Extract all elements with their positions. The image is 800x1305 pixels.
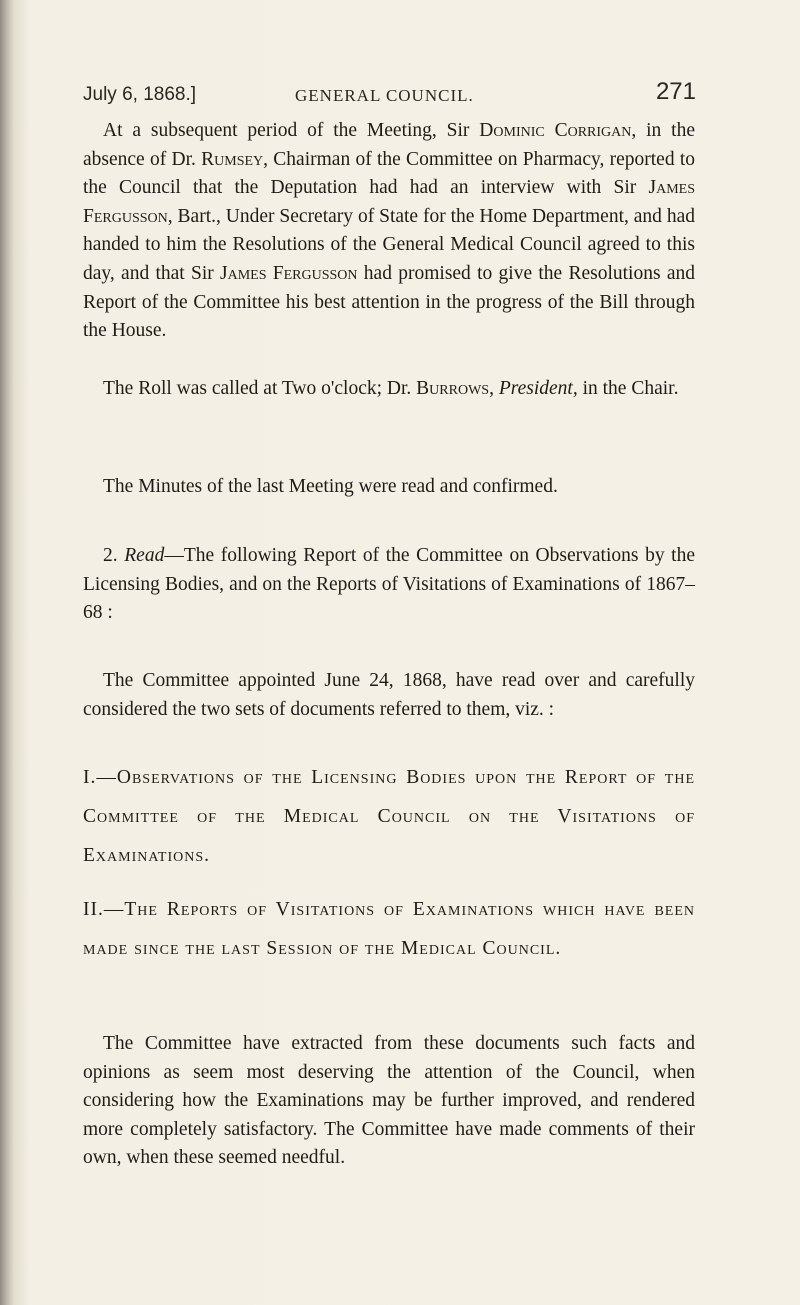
heading-reports	[83, 890, 695, 968]
section-heading	[83, 758, 695, 875]
heading-text: Observations of the Licensing Bodies upon the Report of the Committee of the Medical Council on the Visitations of Examinations.	[83, 767, 695, 866]
section-heading	[83, 890, 695, 968]
person-name: James Fergusson	[220, 262, 358, 284]
text-run: The Roll was called at Two o'clock; Dr.	[103, 378, 417, 399]
text-run: had promised to give the Resolutions and Report of the Committee his best attention in the progress of the Bill through the House.	[83, 262, 695, 342]
paragraph-deputation-report	[83, 117, 695, 346]
text-run: At a subsequent period of the Meeting, Sir	[103, 120, 480, 141]
paragraph-committee	[83, 667, 695, 724]
paragraph-body: The Minutes of the last Meeting were read and confirmed.	[103, 476, 558, 497]
running-header	[83, 78, 696, 108]
person-name: Dominic Corrigan	[479, 120, 632, 141]
page-number: 271	[655, 78, 696, 105]
paragraph-body	[83, 375, 695, 404]
person-name: Burrows	[416, 378, 490, 399]
heading-number: I.—	[83, 767, 117, 788]
role-title: President,	[498, 378, 578, 399]
text-run: —The following Report of the Committee on Observations by the Licensing Bodies, and on the Reports of Visitations of Examinations of 1867–68 :	[83, 545, 696, 624]
paragraph-body	[83, 542, 695, 628]
paragraph-body	[83, 117, 695, 346]
paragraph-body: The Committee appointed June 24, 1868, have read over and carefully considered the two sets of documents referred to them, viz. :	[83, 670, 695, 720]
heading-number: II.—	[83, 899, 125, 920]
paragraph-roll-call	[83, 375, 695, 404]
person-name: James Fergusson	[83, 177, 695, 227]
header-title: GENERAL COUNCIL.	[295, 86, 474, 105]
heading-observations	[83, 758, 695, 875]
heading-text: The Reports of Visitations of Examinations which have been made since the last Session of the Medical Council.	[83, 899, 695, 959]
text-run: , in the absence of Dr.	[83, 120, 695, 170]
header-date: July 6, 1868.]	[83, 84, 197, 105]
read-label: Read	[124, 545, 165, 566]
person-name: Rumsey	[201, 148, 264, 170]
item-number: 2.	[103, 545, 125, 566]
text-run: , Chairman of the Committee on Pharmacy, reported to the Council that the Deputation had had an interview with Sir	[83, 148, 695, 199]
paragraph-read	[83, 542, 695, 628]
text-run: in the Chair.	[577, 378, 679, 399]
paragraph-extracted	[83, 1030, 695, 1173]
text-run: ,	[489, 378, 499, 399]
text-run: , Bart., Under Secretary of State for the Home Department, and had handed to him the Resolutions of the General Medical Council agreed to this day, and that Sir	[83, 205, 695, 284]
paragraph-body: The Committee have extracted from these documents such facts and opinions as seem most deserving the attention of the Council, when considering how the Examinations may be further improved, and rendered more completely satisfactory. The Committee have made comments of their own, when these seemed needful.	[83, 1033, 695, 1169]
paragraph-minutes	[83, 473, 695, 502]
